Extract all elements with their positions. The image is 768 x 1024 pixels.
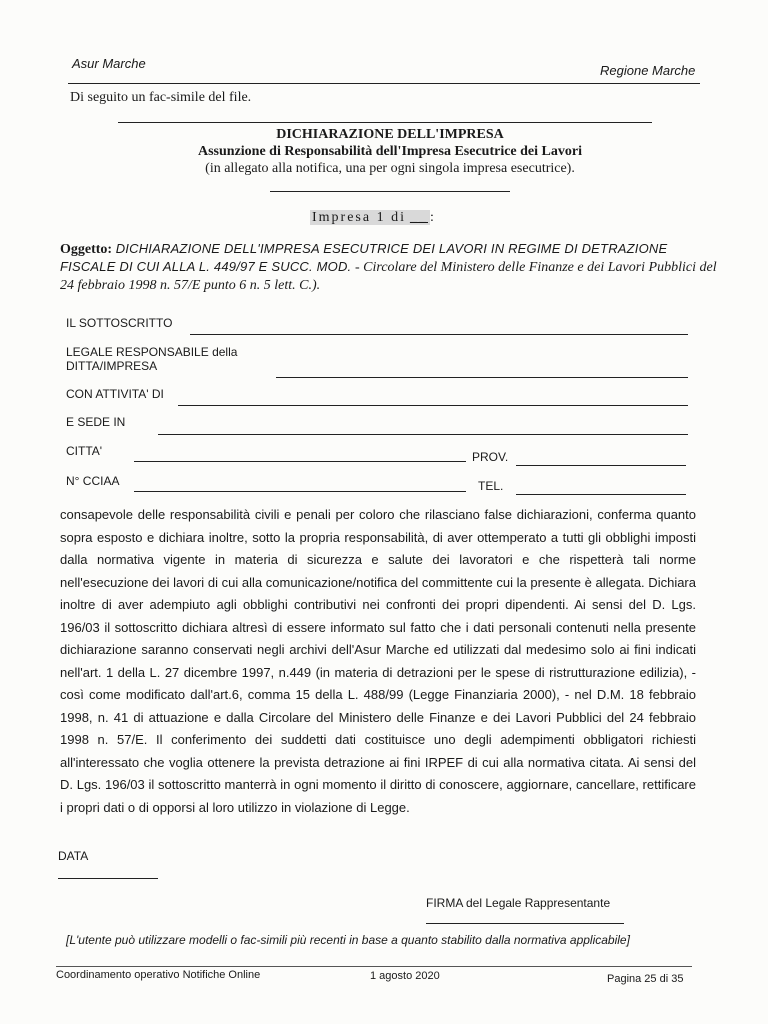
field-cciaa-line[interactable] xyxy=(134,491,466,492)
header-rule xyxy=(68,83,700,84)
user-note: [L'utente può utilizzare modelli o fac-simili più recenti in base a quanto stabilito dalla normativa applicabile] xyxy=(66,933,630,947)
label-sottoscritto: IL SOTTOSCRITTO xyxy=(66,316,173,330)
declaration-paragraph: consapevole delle responsabilità civili e penali per coloro che rilasciano false dichiarazioni, conferma quanto sopra esposto e dichiara inoltre, sotto la propria responsabilità, di aver ottemperato a tutti gli obblighi imposti dalla normativa vigente in materia di sicurezza e salute dei lavoratori e che rispetterà tali norme nell'esecuzione dei lavori di cui alla comunicazione/notifica del committente cui la presente è allegata. Dichiara inoltre di aver adempiuto agli obblighi contributivi nei confronti dei propri dipendenti. Ai sensi del D. Lgs. 196/03 il sottoscritto dichiara altresì di essere informato sul fatto che i dati personali contenuti nella presente dichiarazione saranno conservati negli archivi dell'Asur Marche ed utilizzati dal medesimo solo ai fini indicati nell'art. 1 della L. 27 dicembre 1997, n.449 (in materia di detrazioni per le spese di ristrutturazione edilizia), - così come modificato dall'art.6, comma 15 della L. 488/99 (Legge Finanziaria 2000), - nel D.M. 18 febbraio 1998, n. 41 di attuazione e dalla Circolare del Ministero delle Finanze e dei Lavori Pubblici del 24 febbraio 1998 n. 57/E. Il conferimento dei suddetti dati costituisce uno degli adempimenti obbligatori richiesti all'interessato che voglia ottenere la prevista detrazione ai fini IRPEF di cui alla normativa citata. Ai sensi del D. Lgs. 196/03 il sottoscritto manterrà in ogni momento il diritto di conoscere, aggiornare, cancellare, rettificare i propri dati o di opporsi al loro utilizzo in violazione di Legge. xyxy=(60,507,696,815)
label-legale-2: DITTA/IMPRESA xyxy=(66,359,158,373)
field-sottoscritto-line[interactable] xyxy=(190,334,688,335)
title-top-rule xyxy=(118,122,652,123)
doc-title: DICHIARAZIONE DELL'IMPRESA xyxy=(276,127,504,142)
intro-text: Di seguito un fac-simile del file. xyxy=(70,90,252,105)
header-left-text: Asur Marche xyxy=(72,56,146,71)
label-prov: PROV. xyxy=(472,450,509,464)
field-tel-line[interactable] xyxy=(516,494,686,495)
footer-rule xyxy=(56,966,692,967)
oggetto-label: Oggetto: xyxy=(60,242,113,257)
data-label: DATA xyxy=(58,849,89,863)
footer-date: 1 agosto 2020 xyxy=(370,970,440,982)
field-attivita-line[interactable] xyxy=(178,405,688,406)
footer-page-number: Pagina 25 di 35 xyxy=(607,973,684,985)
impresa-label: Impresa 1 di xyxy=(312,210,406,225)
oggetto-block xyxy=(60,240,720,294)
title-block xyxy=(130,126,650,177)
firma-line[interactable] xyxy=(426,923,624,924)
impresa-colon: : xyxy=(429,210,436,225)
field-prov-line[interactable] xyxy=(516,465,686,466)
label-tel: TEL. xyxy=(478,479,504,493)
label-legale-1: LEGALE RESPONSABILE della xyxy=(66,345,238,359)
field-legale-line[interactable] xyxy=(276,377,688,378)
label-citta: CITTA' xyxy=(66,444,103,458)
data-line[interactable] xyxy=(58,878,158,879)
oggetto-caps: DICHIARAZIONE DELL'IMPRESA ESECUTRICE DEI LAVORI IN REGIME DI DETRAZIONE FISCALE DI CUI ALLA L. 449/97 E SUCC. MOD. xyxy=(60,241,668,274)
field-citta-line[interactable] xyxy=(134,461,466,462)
title-bottom-rule xyxy=(270,191,510,192)
field-sede-line[interactable] xyxy=(158,434,688,435)
doc-subtitle: Assunzione di Responsabilità dell'Impresa Esecutrice dei Lavori xyxy=(198,144,582,159)
label-sede: E SEDE IN xyxy=(66,415,126,429)
label-cciaa: N° CCIAA xyxy=(66,474,120,488)
footer-left-text: Coordinamento operativo Notifiche Online xyxy=(56,969,261,981)
oggetto-rest: - Circolare del Ministero delle Finanze e dei Lavori Pubblici del 24 febbraio 1998 n. 57/E punto 6 n. 5 lett. C.). xyxy=(60,260,717,293)
impresa-blank: __ xyxy=(409,210,428,225)
label-attivita: CON ATTIVITA' DI xyxy=(66,387,164,401)
header-right-text: Regione Marche xyxy=(600,63,696,78)
doc-subtitle-note: (in allegato alla notifica, una per ogni singola impresa esecutrice). xyxy=(205,161,575,176)
firma-label: FIRMA del Legale Rappresentante xyxy=(426,896,611,910)
impresa-counter xyxy=(310,210,436,226)
